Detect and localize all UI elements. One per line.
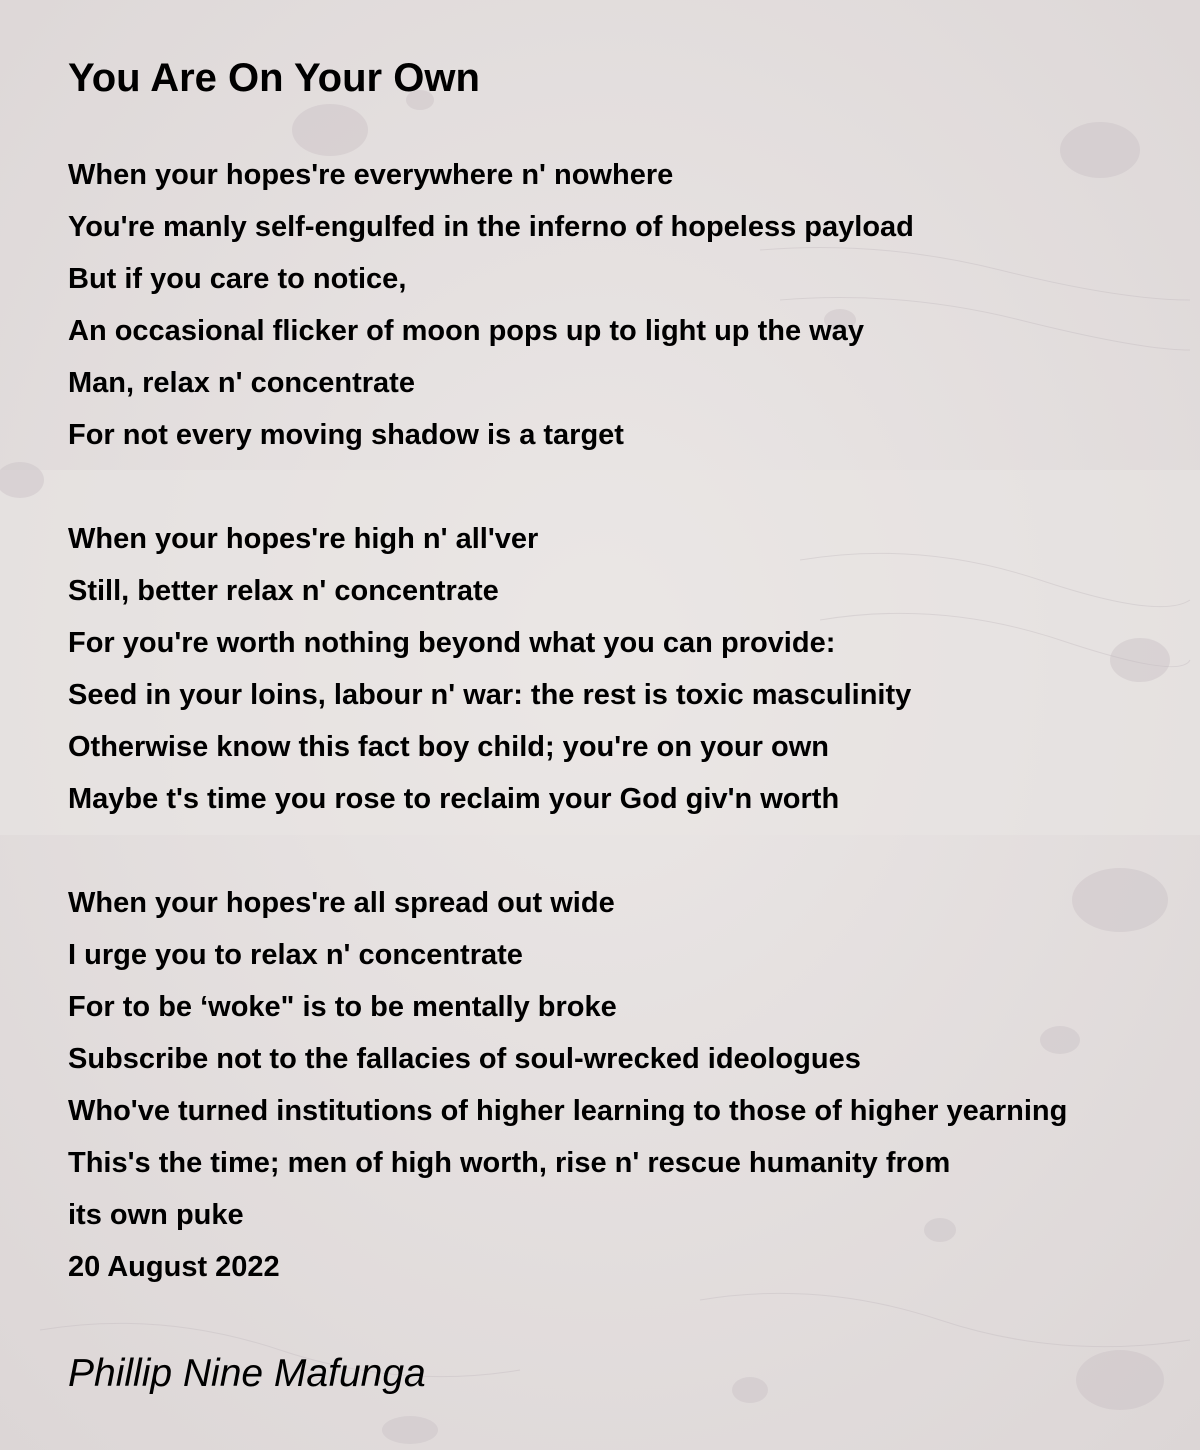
- poem-date: 20 August 2022: [68, 1251, 280, 1283]
- poem-line: Seed in your loins, labour n' war: the rest is toxic masculinity: [68, 679, 912, 711]
- poem-line: Still, better relax n' concentrate: [68, 575, 499, 607]
- poem-line: An occasional flicker of moon pops up to light up the way: [68, 315, 864, 347]
- stanza-2: [68, 513, 1198, 825]
- poem-line: When your hopes're everywhere n' nowhere: [68, 159, 674, 191]
- poem-line: When your hopes're all spread out wide: [68, 887, 615, 919]
- poem-title: You Are On Your Own: [68, 56, 480, 100]
- poem-line: This's the time; men of high worth, rise n' rescue humanity from: [68, 1147, 951, 1179]
- stanza-3: [68, 877, 1198, 1293]
- poem-body: [68, 149, 1198, 1293]
- poem-line: You're manly self-engulfed in the inferno of hopeless payload: [68, 211, 914, 243]
- stanza-break: [68, 825, 1198, 877]
- poem-line: But if you care to notice,: [68, 263, 407, 295]
- poem-line: Otherwise know this fact boy child; you're on your own: [68, 731, 829, 763]
- stanza-break: [68, 461, 1198, 513]
- poem-line: When your hopes're high n' all'ver: [68, 523, 539, 555]
- poem-line: I urge you to relax n' concentrate: [68, 939, 523, 971]
- poem-line: Man, relax n' concentrate: [68, 367, 415, 399]
- poem-line: Who've turned institutions of higher learning to those of higher yearning: [68, 1095, 1068, 1127]
- poem-line: For to be ‘woke" is to be mentally broke: [68, 991, 617, 1023]
- poem-line: Subscribe not to the fallacies of soul-wrecked ideologues: [68, 1043, 861, 1075]
- stanza-1: [68, 149, 1198, 461]
- poem-line: Maybe t's time you rose to reclaim your God giv'n worth: [68, 783, 840, 815]
- poem-line: For not every moving shadow is a target: [68, 419, 624, 451]
- poem-line: For you're worth nothing beyond what you can provide:: [68, 627, 836, 659]
- poem-line: its own puke: [68, 1199, 244, 1231]
- poem-author: Phillip Nine Mafunga: [68, 1352, 426, 1395]
